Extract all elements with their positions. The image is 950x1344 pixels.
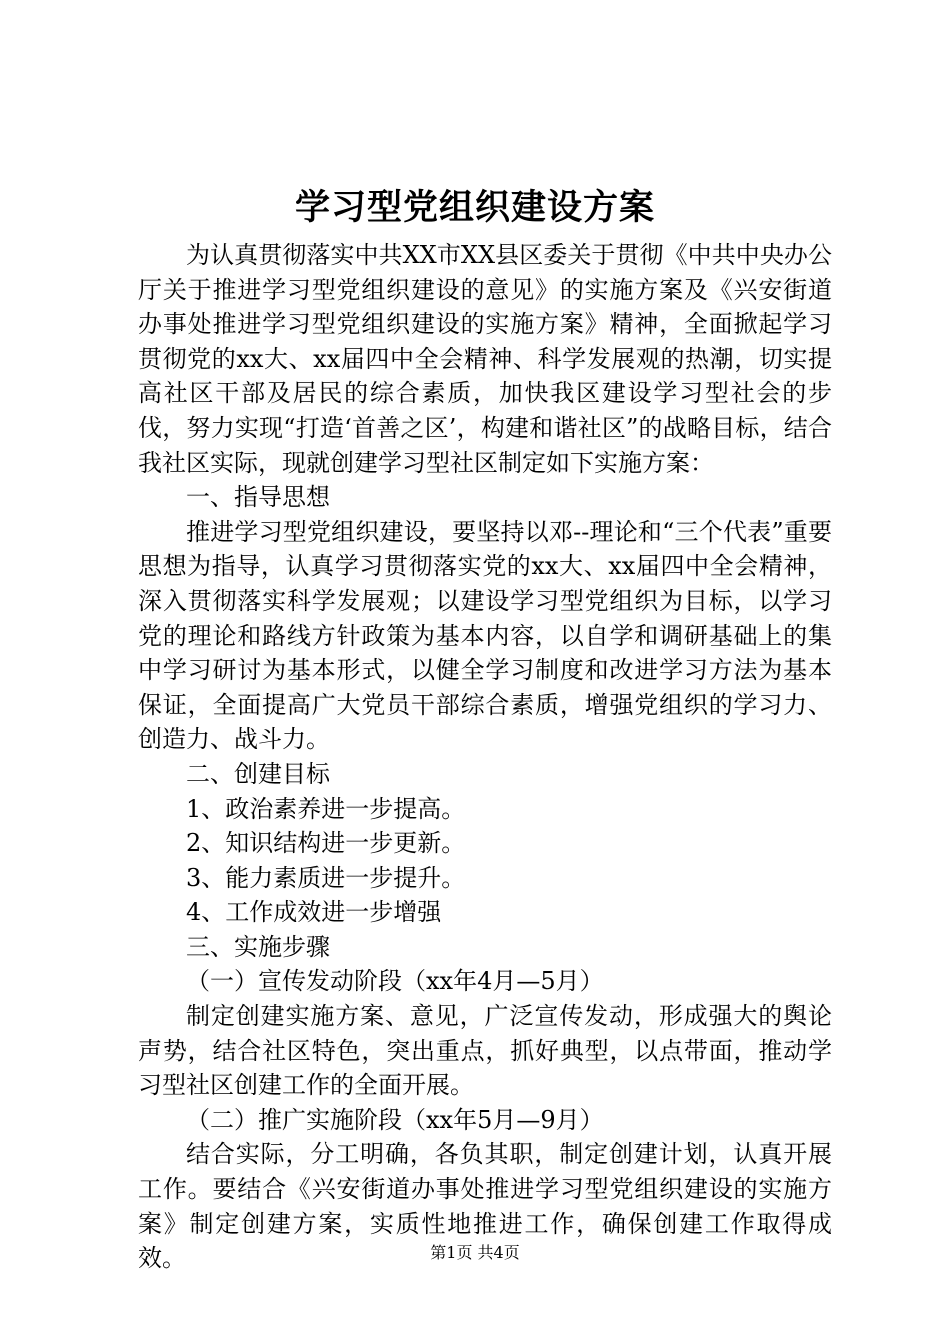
step-heading-implementation: （二）推广实施阶段（xx年5月—9月） — [186, 1105, 604, 1134]
goal-item: 1、政治素养进一步提高。 — [186, 794, 466, 823]
section-heading-steps: 三、实施步骤 — [186, 932, 330, 961]
guiding-ideology-paragraph: 推进学习型党组织建设，要坚持以邓--理论和“三个代表”重要思想为指导，认真学习贯彻落实党的xx大、xx届四中全会精神，深入贯彻落实科学发展观；以建设学习型党组织为目标，以学习党的理论和路线方针政策为基本内容，以自学和调研基础上的集中学习研讨为基本形式，以健全学习制度和改进学习方法为基本保证，全面提高广大党员干部综合素质，增强党组织的学习力、创造力、战斗力。 — [138, 517, 832, 754]
step-heading-publicity: （一）宣传发动阶段（xx年4月—5月） — [186, 967, 604, 996]
publicity-paragraph: 制定创建实施方案、意见，广泛宣传发动，形成强大的舆论声势，结合社区特色，突出重点，抓好典型，以点带面，推动学习型社区创建工作的全面开展。 — [138, 1002, 832, 1100]
intro-paragraph: 为认真贯彻落实中共XX市XX县区委关于贯彻《中共中央办公厅关于推进学习型党组织建设的意见》的实施方案及《兴安街道办事处推进学习型党组织建设的实施方案》精神，全面掀起学习贯彻党的xx大、xx届四中全会精神、科学发展观的热潮，切实提高社区干部及居民的综合素质，加快我区建设学习型社会的步伐，努力实现“打造‘首善之区’，构建和谐社区”的战略目标，结合我社区实际，现就创建学习型社区制定如下实施方案： — [138, 241, 832, 477]
goal-item: 3、能力素质进一步提升。 — [186, 863, 466, 892]
section-heading-guiding-ideology: 一、指导思想 — [186, 483, 330, 512]
document-title: 学习型党组织建设方案 — [294, 187, 655, 228]
goal-item: 4、工作成效进一步增强 — [186, 898, 442, 927]
section-heading-goals: 二、创建目标 — [186, 759, 330, 788]
document-body — [138, 238, 832, 1276]
goal-item: 2、知识结构进一步更新。 — [186, 829, 466, 858]
implementation-paragraph: 结合实际，分工明确，各负其职，制定创建计划，认真开展工作。要结合《兴安街道办事处推进学习型党组织建设的实施方案》制定创建方案，实质性地推进工作，确保创建工作取得成效。 — [138, 1140, 832, 1273]
page-number-footer: 第1页 共4页 — [430, 1243, 520, 1262]
